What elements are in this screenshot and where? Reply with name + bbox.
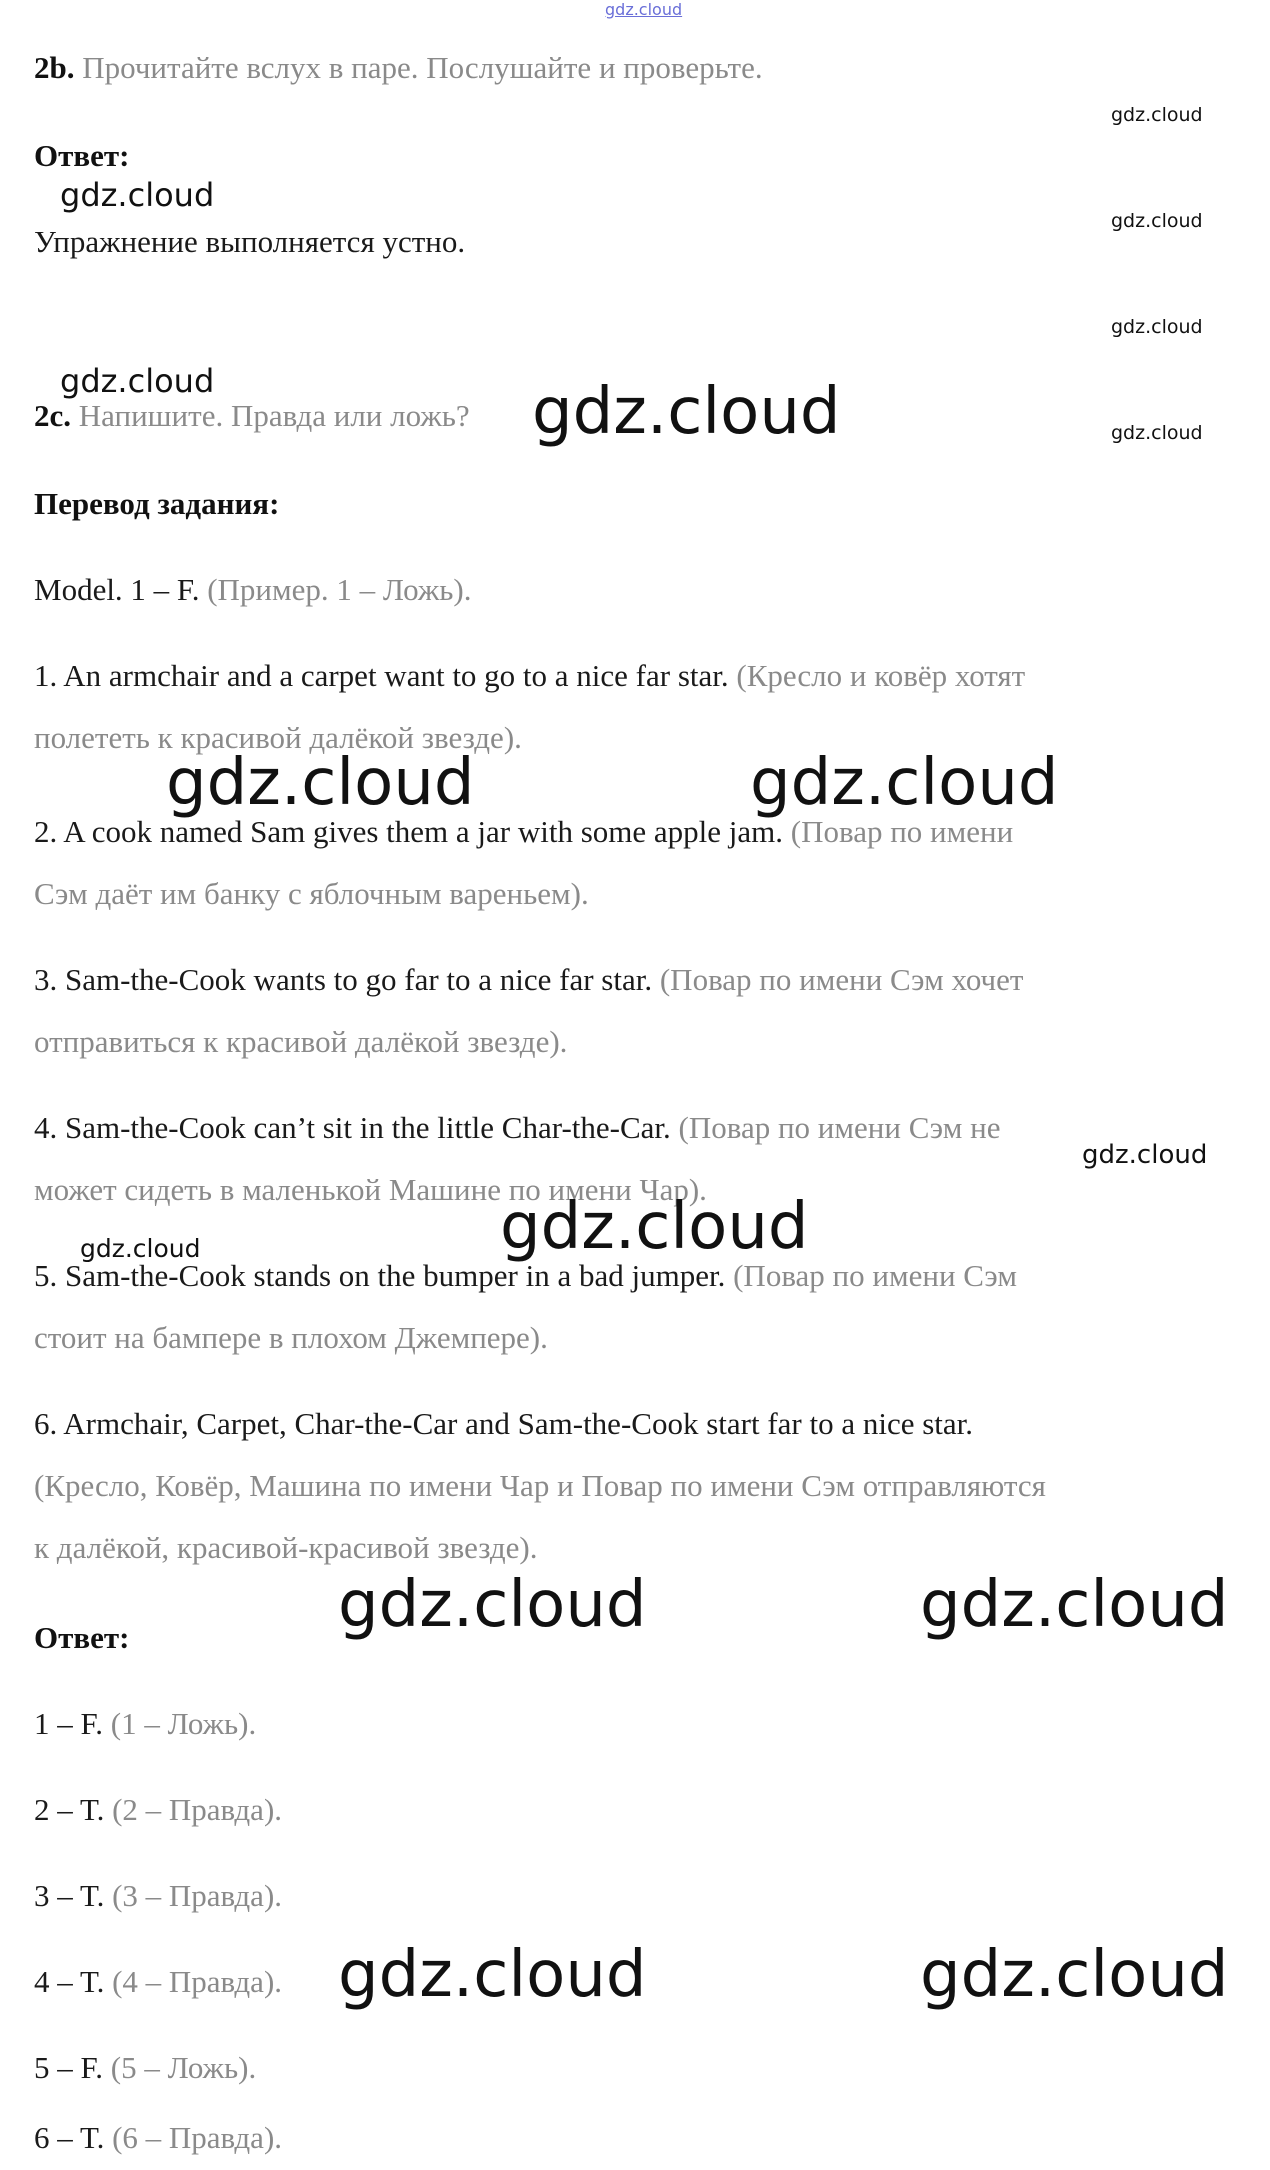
answer-4-ru: (4 – Правда). [112, 1964, 283, 1999]
watermark-small: gdz.cloud [1111, 104, 1203, 126]
watermark-large: gdz.cloud [750, 746, 1059, 820]
watermark-medium: gdz.cloud [1082, 1140, 1208, 1170]
task-2b-answer-text: Упражнение выполняется устно. [34, 224, 466, 259]
answer-5-en: 5 – F. [34, 2050, 104, 2085]
answer-1-ru: (1 – Ложь). [110, 1706, 257, 1741]
watermark-small: gdz.cloud [1111, 316, 1203, 338]
answer-1-en: 1 – F. [34, 1706, 104, 1741]
watermark-medium: gdz.cloud [60, 176, 215, 214]
model-line [34, 570, 472, 610]
watermark-small: gdz.cloud [1111, 210, 1203, 232]
statement-2-en: 2. A cook named Sam gives them a jar with some apple jam. [34, 814, 784, 849]
watermark-large: gdz.cloud [920, 1938, 1229, 2012]
watermark-large: gdz.cloud [920, 1568, 1229, 1642]
statement-1-ru: (Кресло и ковёр хотят [736, 658, 1026, 693]
statement-2-ru-cont: Сэм даёт им банку с яблочным вареньем). [34, 876, 589, 911]
answer-4 [34, 1962, 282, 2002]
model-ru: (Пример. 1 – Ложь). [207, 572, 472, 607]
answer-4-en: 4 – T. [34, 1964, 105, 1999]
answer-6 [34, 2118, 282, 2158]
task-2c-label: 2c. [34, 398, 72, 433]
model-en: Model. 1 – F. [34, 572, 200, 607]
statement-4-ru-cont: может сидеть в маленькой Машине по имени Чар). [34, 1172, 707, 1207]
statement-1-ru-cont: полететь к красивой далёкой звезде). [34, 720, 522, 755]
watermark-large: gdz.cloud [338, 1938, 647, 2012]
answer-5 [34, 2048, 256, 2088]
statement-4 [34, 1108, 1001, 1148]
task-2b-label: 2b. [34, 50, 75, 85]
statement-4-ru: (Повар по имени Сэм не [678, 1110, 1001, 1145]
answer-2-en: 2 – T. [34, 1792, 105, 1827]
statement-6-en: 6. Armchair, Carpet, Char-the-Car and Sam-the-Cook start far to a nice star. [34, 1406, 974, 1441]
answer-6-en: 6 – T. [34, 2120, 105, 2155]
task-2b-header [34, 48, 763, 88]
watermark-medium: gdz.cloud [80, 1234, 201, 1263]
answer-3-ru: (3 – Правда). [112, 1878, 283, 1913]
watermark-small: gdz.cloud [1111, 422, 1203, 444]
statement-5-en: 5. Sam-the-Cook stands on the bumper in a bad jumper. [34, 1258, 726, 1293]
watermark-large: gdz.cloud [500, 1190, 809, 1264]
answer-2 [34, 1790, 282, 1830]
answer-3-en: 3 – T. [34, 1878, 105, 1913]
answer-1 [34, 1704, 256, 1744]
statement-3-ru: (Повар по имени Сэм хочет [659, 962, 1024, 997]
statement-6-ru-cont: к далёкой, красивой-красивой звезде). [34, 1530, 538, 1565]
watermark-medium: gdz.cloud [60, 362, 215, 400]
watermark-top: gdz.cloud [605, 0, 683, 19]
task-2c-answer-heading: Ответ: [34, 1620, 130, 1655]
statement-2-ru: (Повар по имени [790, 814, 1014, 849]
translation-heading: Перевод задания: [34, 486, 280, 521]
task-2b-answer-heading: Ответ: [34, 138, 130, 173]
task-2c-header [34, 396, 470, 436]
statement-1 [34, 656, 1025, 696]
watermark-large: gdz.cloud [166, 746, 475, 820]
answer-5-ru: (5 – Ложь). [110, 2050, 257, 2085]
statement-1-en: 1. An armchair and a carpet want to go to a nice far star. [34, 658, 729, 693]
statement-3-en: 3. Sam-the-Cook wants to go far to a nice far star. [34, 962, 653, 997]
watermark-large: gdz.cloud [532, 375, 841, 449]
statement-4-en: 4. Sam-the-Cook can’t sit in the little Char-the-Car. [34, 1110, 671, 1145]
answer-6-ru: (6 – Правда). [112, 2120, 283, 2155]
statement-3-ru-cont: отправиться к красивой далёкой звезде). [34, 1024, 568, 1059]
statement-5-ru: (Повар по имени Сэм [733, 1258, 1017, 1293]
task-2b-instruction: Прочитайте вслух в паре. Послушайте и проверьте. [82, 50, 763, 85]
answer-2-ru: (2 – Правда). [112, 1792, 283, 1827]
watermark-large: gdz.cloud [338, 1568, 647, 1642]
statement-6-ru: (Кресло, Ковёр, Машина по имени Чар и Повар по имени Сэм отправляются [34, 1468, 1046, 1503]
statement-3 [34, 960, 1023, 1000]
task-2c-instruction: Напишите. Правда или ложь? [78, 398, 470, 433]
answer-3 [34, 1876, 282, 1916]
statement-5-ru-cont: стоит на бампере в плохом Джемпере). [34, 1320, 548, 1355]
